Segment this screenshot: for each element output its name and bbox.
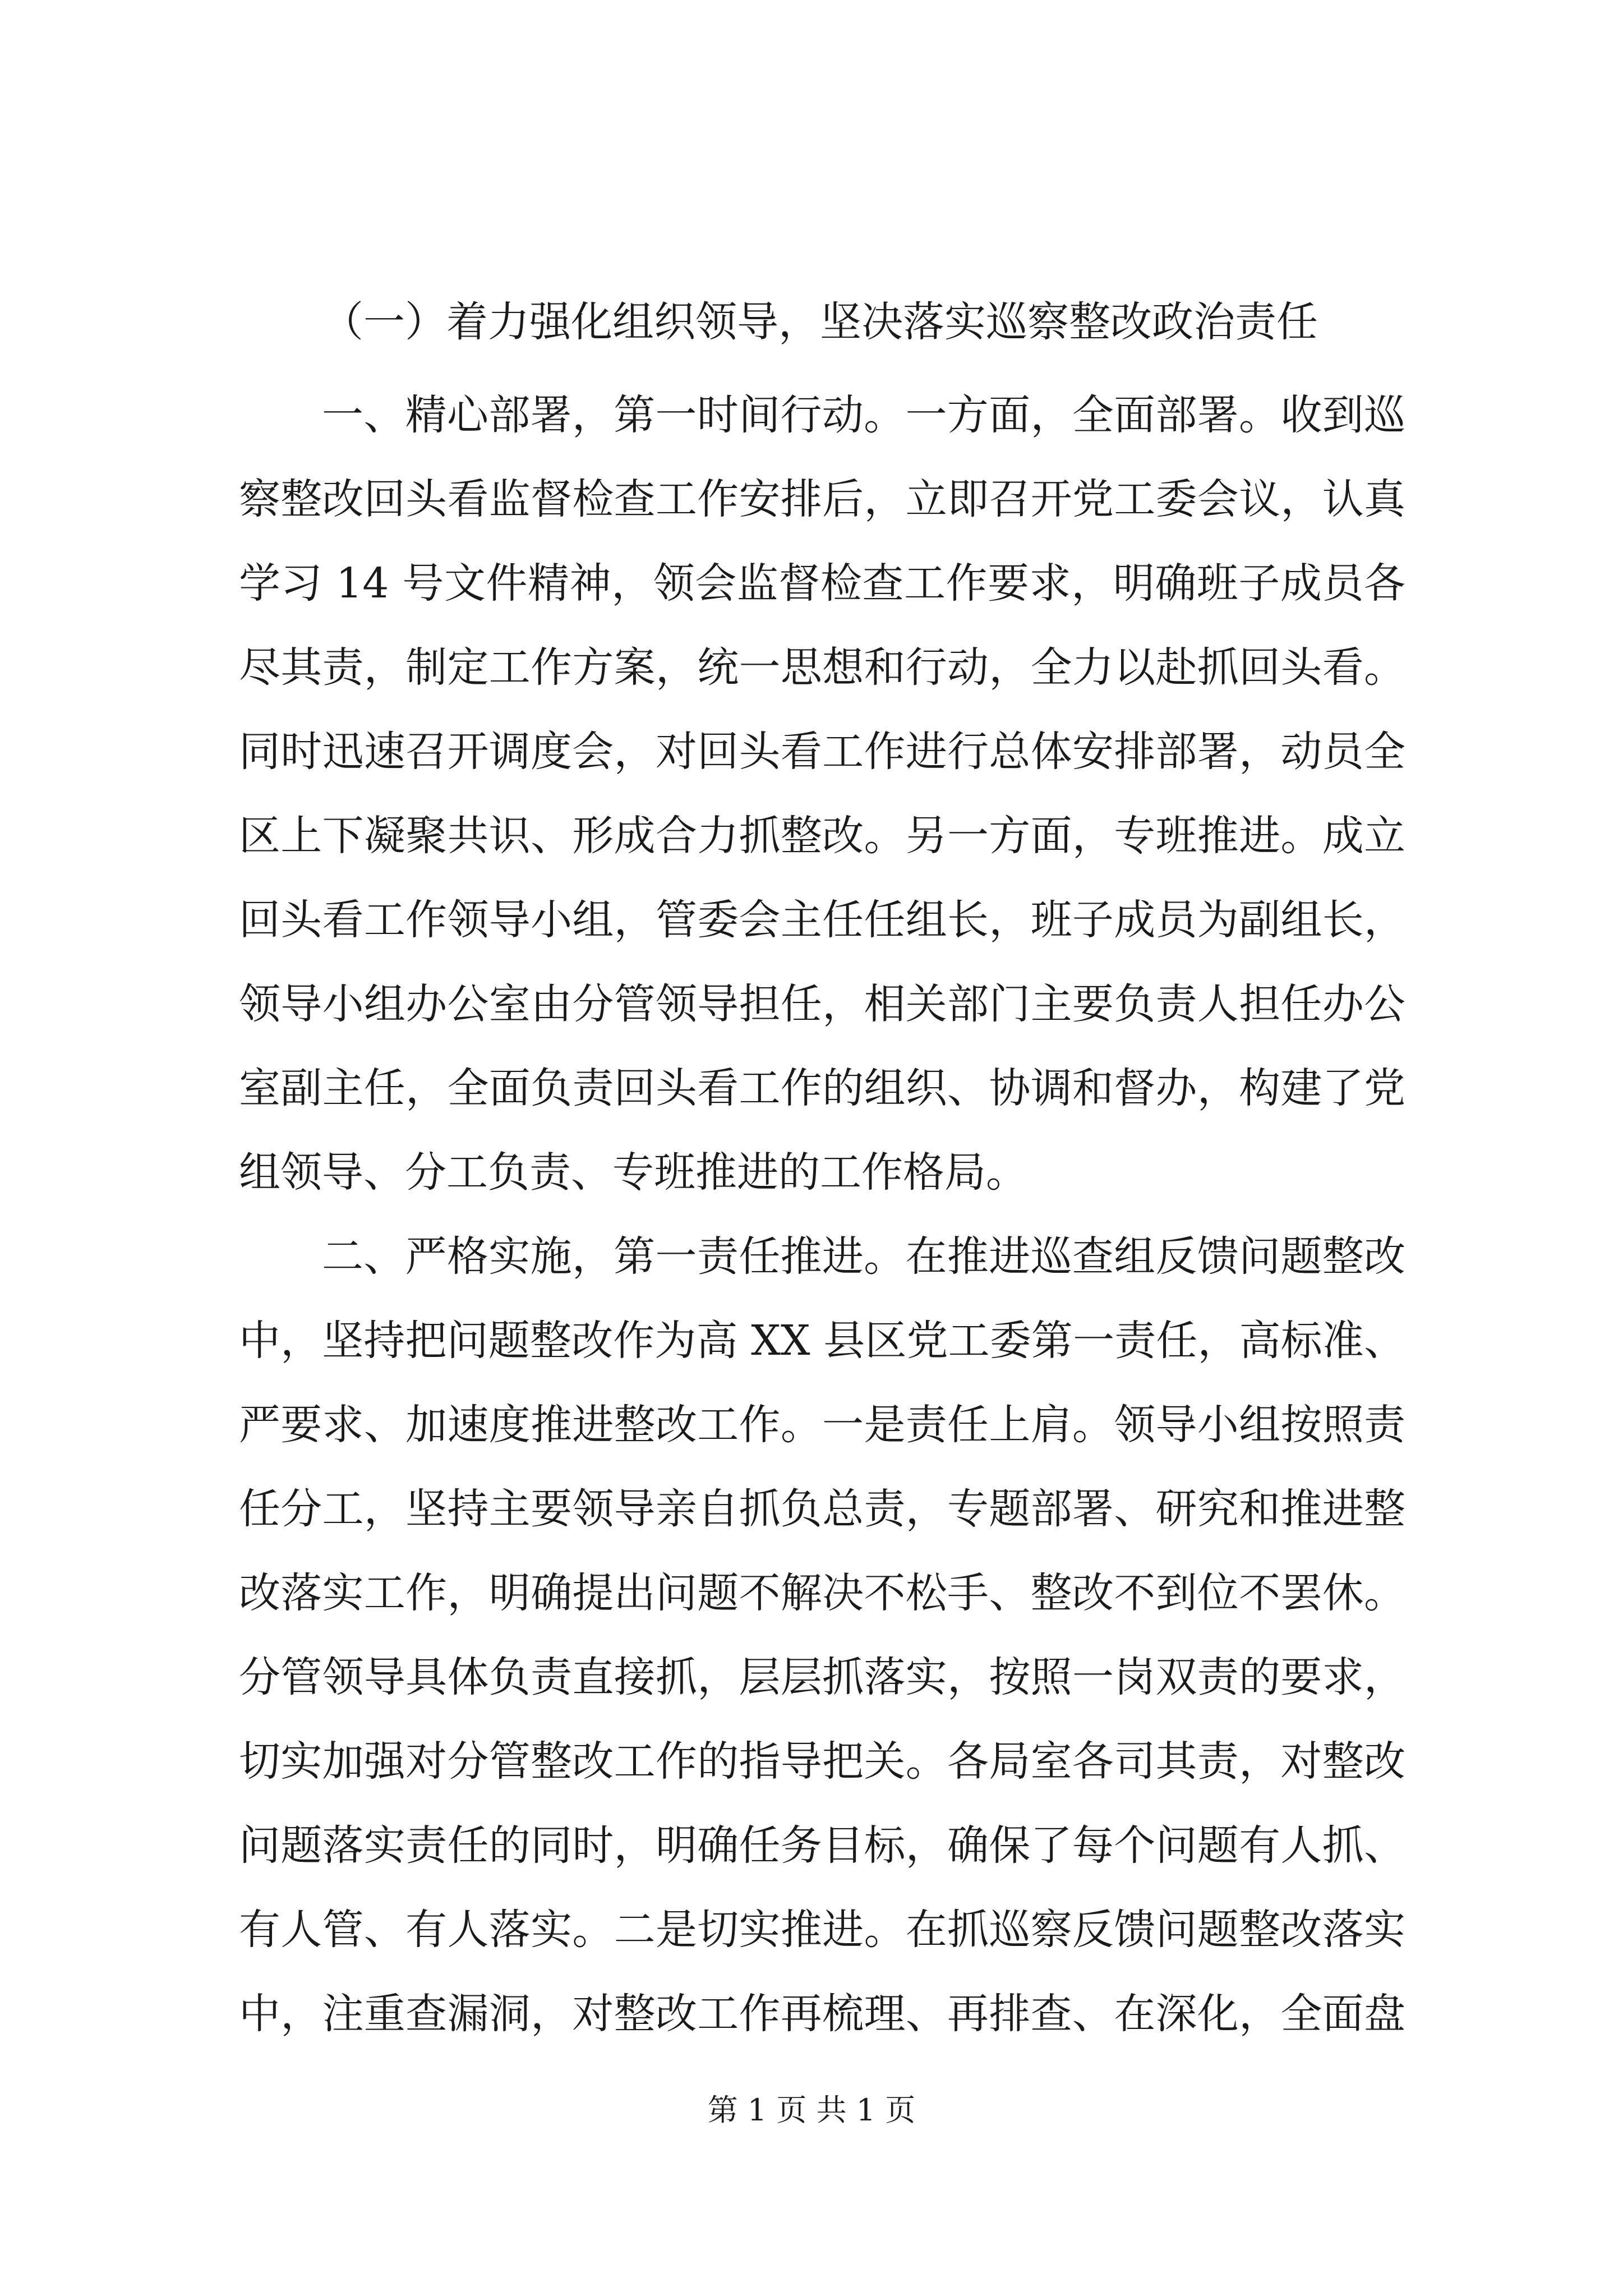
paragraph-1-line-1: 一、精心部署，第一时间行动。一方面，全面部署。收到巡 (322, 391, 1405, 439)
paragraph-2-line-8: 问题落实责任的同时，明确任务目标，确保了每个问题有人抓、 (239, 1821, 1405, 1870)
paragraph-2-line-1: 二、严格实施，第一责任推进。在推进巡查组反馈问题整改 (322, 1232, 1405, 1281)
paragraph-1-line-4: 尽其责，制定工作方案，统一思想和行动，全力以赴抓回头看。 (239, 643, 1405, 692)
paragraph-1-line-6: 区上下凝聚共识、形成合力抓整改。另一方面，专班推进。成立 (239, 812, 1405, 860)
paragraph-1-line-7: 回头看工作领导小组，管委会主任任组长，班子成员为副组长， (239, 896, 1405, 944)
paragraph-1-line-10: 组领导、分工负责、专班推进的工作格局。 (239, 1148, 1027, 1197)
paragraph-2-line-5: 改落实工作，明确提出问题不解决不松手、整改不到位不罢休。 (239, 1569, 1405, 1617)
paragraph-2-line-10: 中，注重查漏洞，对整改工作再梳理、再排查、在深化，全面盘 (239, 1990, 1405, 2038)
paragraph-2-line-3: 严要求、加速度推进整改工作。一是责任上肩。领导小组按照责 (239, 1401, 1405, 1449)
paragraph-2-line-6: 分管领导具体负责直接抓，层层抓落实，按照一岗双责的要求， (239, 1653, 1405, 1701)
paragraph-1-line-5: 同时迅速召开调度会，对回头看工作进行总体安排部署，动员全 (239, 728, 1405, 776)
page-number-footer: 第 1 页 共 1 页 (707, 2092, 916, 2128)
paragraph-1-line-3: 学习 14 号文件精神，领会监督检查工作要求，明确班子成员各 (239, 559, 1405, 608)
paragraph-1-line-8: 领导小组办公室由分管领导担任，相关部门主要负责人担任办公 (239, 980, 1405, 1028)
section-heading: （一）着力强化组织领导，坚决落实巡察整改政治责任 (322, 298, 1318, 346)
paragraph-2-line-7: 切实加强对分管整改工作的指导把关。各局室各司其责，对整改 (239, 1737, 1405, 1786)
paragraph-1-line-9: 室副主任，全面负责回头看工作的组织、协调和督办，构建了党 (239, 1064, 1405, 1112)
paragraph-2-line-2: 中，坚持把问题整改作为高 XX 县区党工委第一责任，高标准、 (239, 1317, 1405, 1365)
paragraph-1-line-2: 察整改回头看监督检查工作安排后，立即召开党工委会议，认真 (239, 475, 1405, 523)
paragraph-2-line-9: 有人管、有人落实。二是切实推进。在抓巡察反馈问题整改落实 (239, 1906, 1405, 1954)
paragraph-2-line-4: 任分工，坚持主要领导亲自抓负总责，专题部署、研究和推进整 (239, 1485, 1405, 1533)
